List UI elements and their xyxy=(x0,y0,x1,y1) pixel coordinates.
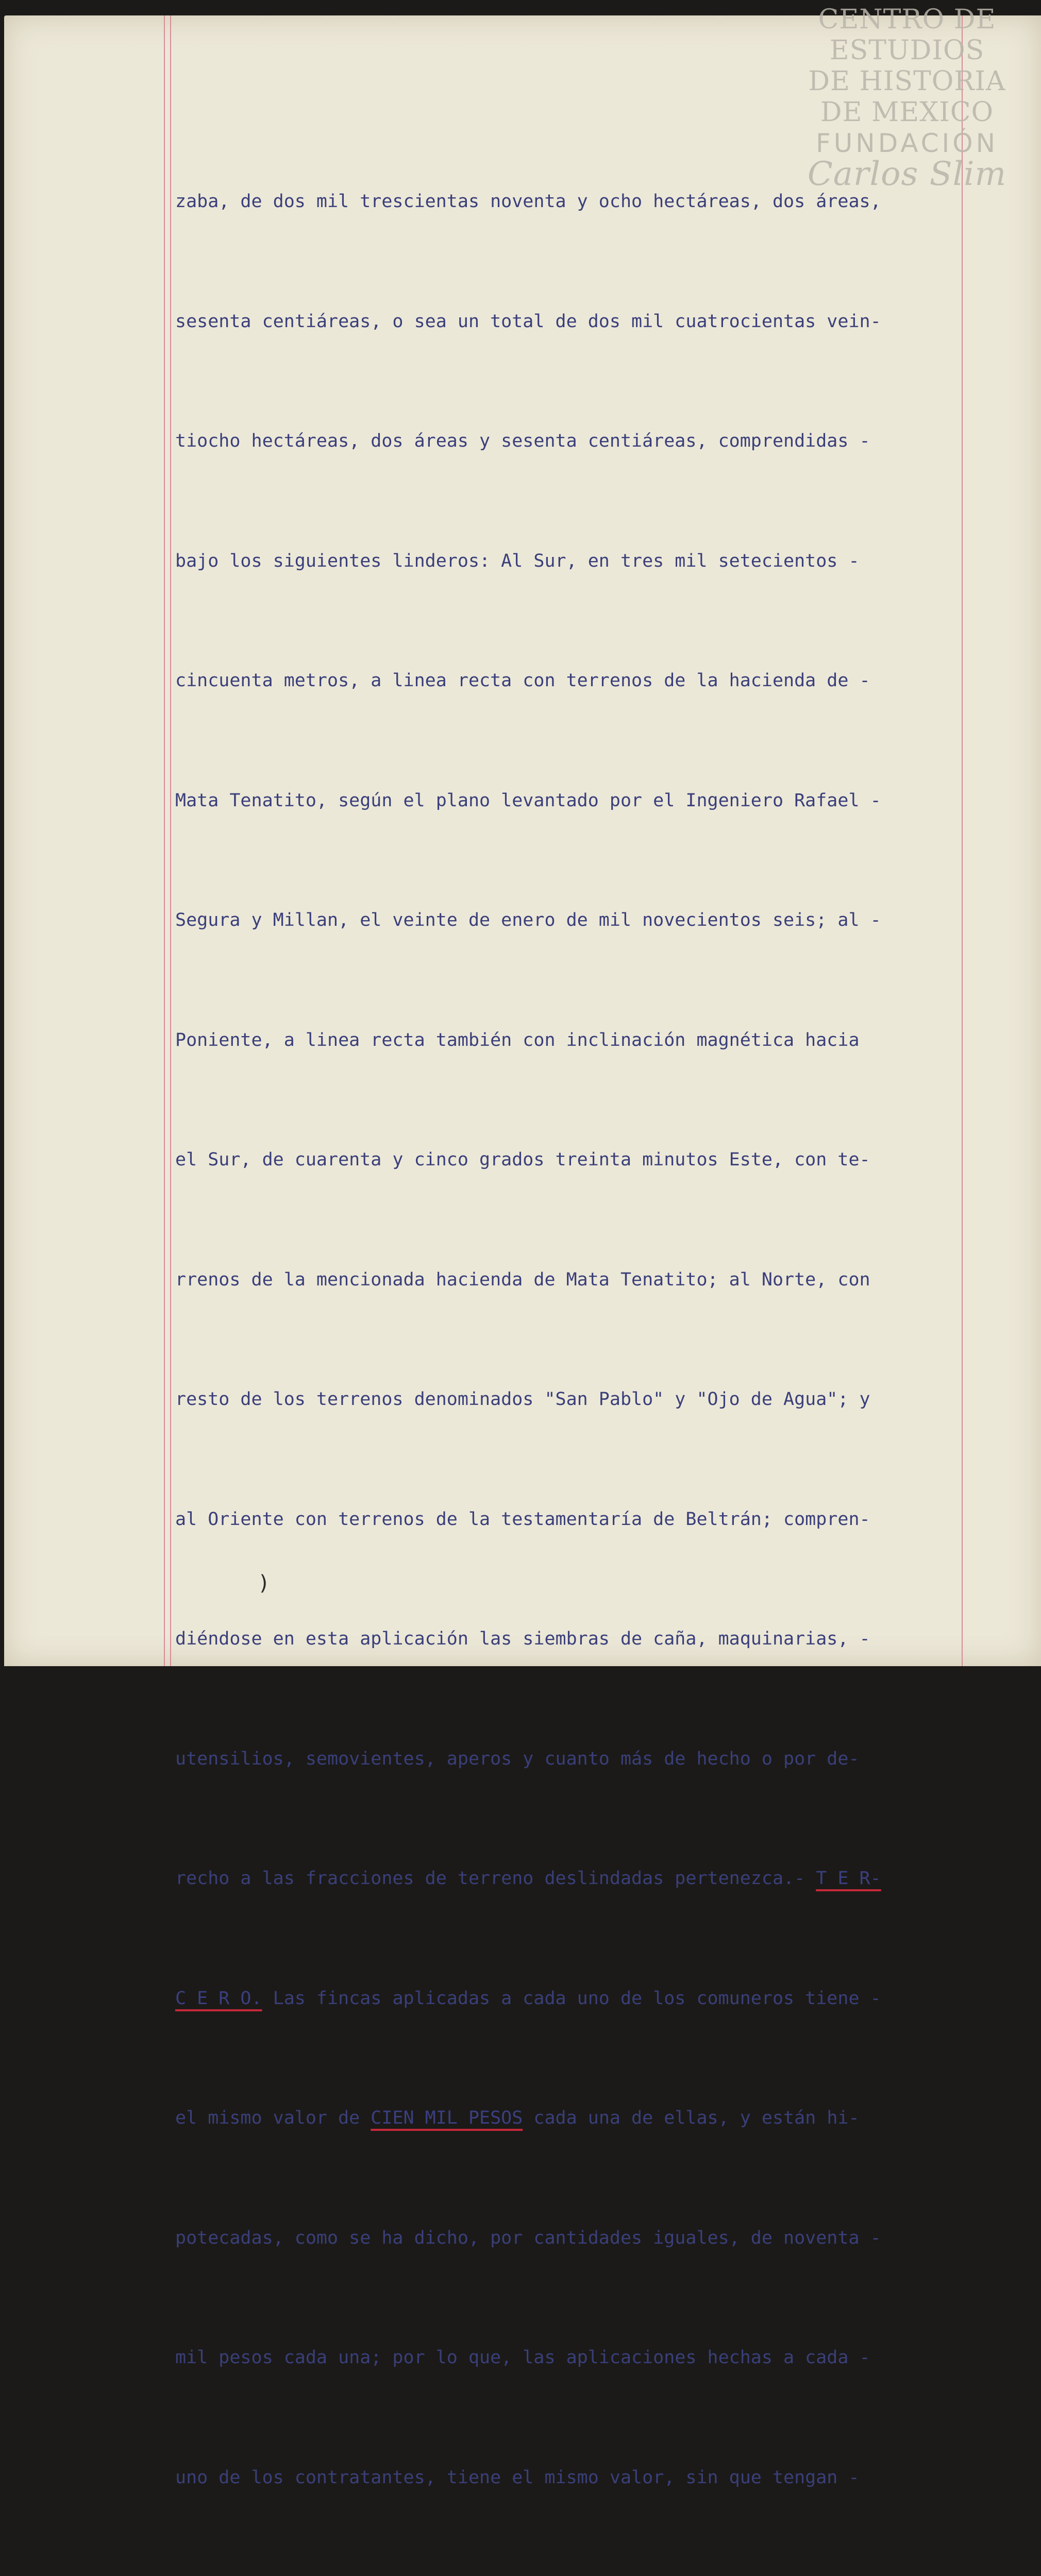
typed-text-body xyxy=(175,102,961,2576)
watermark-line: ESTUDIOS xyxy=(829,35,985,66)
text-line: zaba, de dos mil trescientas noventa y ocho hectáreas, dos áreas, xyxy=(175,191,881,212)
text-line: el Sur, de cuarenta y cinco grados treinta minutos Este, con te- xyxy=(175,1149,870,1170)
text-segment: recho a las fracciones de terreno deslindadas pertenezca.- xyxy=(175,1868,816,1889)
heading-tercero-part2: C E R O. xyxy=(175,1988,262,2009)
watermark-line: DE HISTORIA xyxy=(808,66,1006,97)
text-line: utensilios, semovientes, aperos y cuanto más de hecho o por de- xyxy=(175,1748,860,1769)
text-line xyxy=(175,1859,961,1899)
text-line: Poniente, a linea recta también con inclinación magnética hacia xyxy=(175,1029,860,1050)
text-line xyxy=(175,1979,961,2019)
text-line: rrenos de la mencionada hacienda de Mata Tenatito; al Norte, con xyxy=(175,1269,870,1290)
text-segment: el mismo valor de xyxy=(175,2108,371,2128)
margin-rule-right xyxy=(962,15,963,1666)
text-segment: cada una de ellas, y están hi- xyxy=(523,2108,860,2128)
text-line: resto de los terrenos denominados "San Pablo" y "Ojo de Agua"; y xyxy=(175,1389,870,1410)
text-line: mil pesos cada una; por lo que, las aplicaciones hechas a cada - xyxy=(175,2347,870,2368)
watermark-line: CENTRO DE xyxy=(818,4,996,35)
margin-rule-left-inner xyxy=(170,15,171,1666)
text-line: cincuenta metros, a linea recta con terrenos de la hacienda de - xyxy=(175,670,870,691)
text-line: al Oriente con terrenos de la testamentaría de Beltrán; compren- xyxy=(175,1509,870,1530)
text-line: tiocho hectáreas, dos áreas y sesenta centiáreas, comprendidas - xyxy=(175,431,870,451)
watermark-line: FUNDACIÓN xyxy=(815,128,999,158)
text-segment: Las fincas aplicadas a cada uno de los comuneros tiene - xyxy=(262,1988,881,2009)
watermark-signature: Carlos Slim xyxy=(807,155,1007,193)
text-line: uno de los contratantes, tiene el mismo valor, sin que tengan - xyxy=(175,2467,860,2488)
text-line: diéndose en esta aplicación las siembras de caña, maquinarias, - xyxy=(175,1629,870,1649)
heading-tercero-part1: T E R- xyxy=(816,1868,881,1889)
text-line xyxy=(175,2098,961,2139)
amount-cien-mil-pesos: CIEN MIL PESOS xyxy=(371,2108,523,2128)
text-line: potecadas, como se ha dicho, por cantidades iguales, de noventa - xyxy=(175,2227,881,2248)
text-line: bajo los siguientes linderos: Al Sur, en tres mil setecientos - xyxy=(175,550,860,571)
handwritten-margin-mark: ) xyxy=(258,1571,271,1595)
text-line: sesenta centiáreas, o sea un total de dos mil cuatrocientas vein- xyxy=(175,311,881,332)
text-line: Mata Tenatito, según el plano levantado por el Ingeniero Rafael - xyxy=(175,790,881,811)
text-line: Segura y Millan, el veinte de enero de mil novecientos seis; al - xyxy=(175,910,881,930)
margin-rule-left-outer xyxy=(164,15,165,1666)
watermark-line: DE MEXICO xyxy=(820,97,994,128)
